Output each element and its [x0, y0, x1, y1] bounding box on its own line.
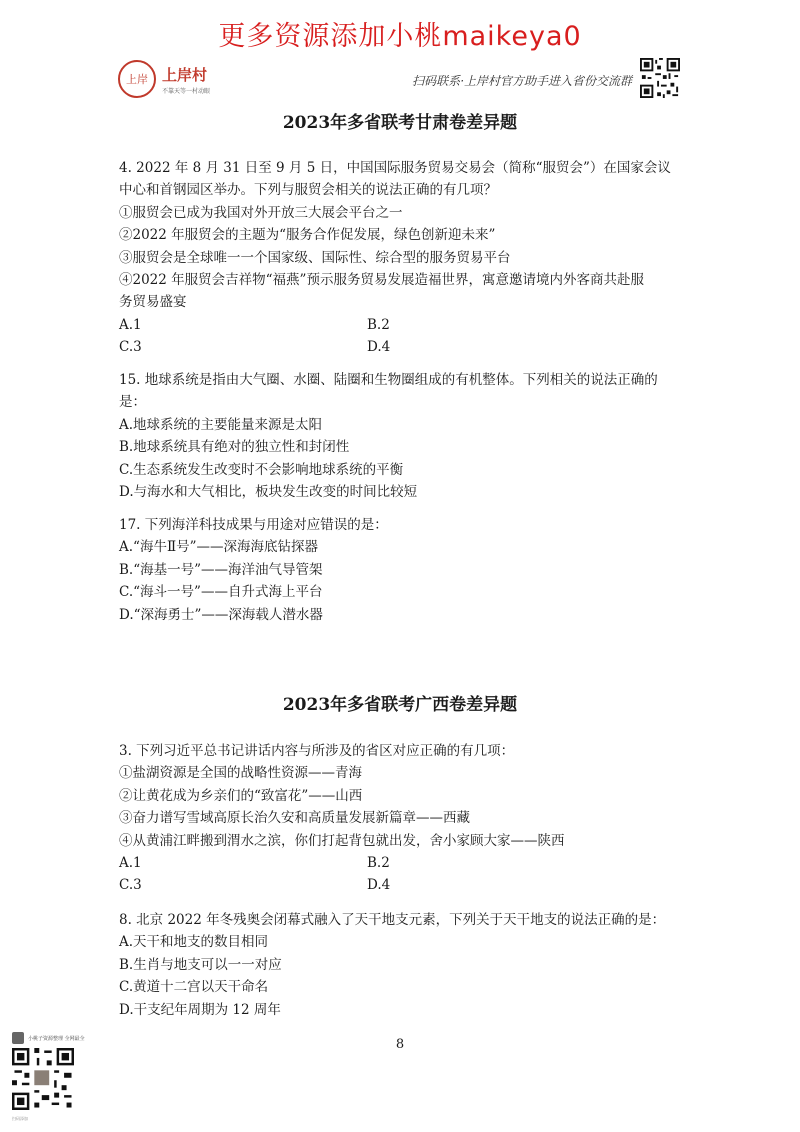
question-line: C.生态系统发生改变时不会影响地球系统的平衡	[119, 461, 404, 478]
question-line: A.地球系统的主要能量来源是太阳	[119, 416, 323, 433]
logo-slogan: 不靠天等一村动眼	[162, 87, 211, 95]
section-title-guangxi: 2023年多省联考广西卷差异题	[282, 695, 518, 715]
option: D.4	[367, 339, 391, 356]
qr-code-icon	[12, 1048, 74, 1110]
question-line: 中心和首钢园区举办。下列与服贸会相关的说法正确的有几项？	[119, 182, 497, 199]
question-block	[119, 909, 694, 1021]
question-line: A.“海牛Ⅱ号”——深海海底钻探器	[119, 539, 319, 556]
qr-code-icon	[640, 58, 680, 98]
question-line: B.生肖与地支可以一一对应	[119, 956, 282, 973]
question-block	[119, 157, 694, 359]
stamp-footer: 扫码添加	[12, 1116, 28, 1121]
option-row	[119, 314, 694, 336]
question-line: 17. 下列海洋科技成果与用途对应错误的是：	[119, 517, 388, 533]
question-block	[119, 740, 694, 897]
option: A.1	[119, 316, 142, 333]
option: B.2	[367, 855, 390, 872]
question-line: B.地球系统具有绝对的独立性和封闭性	[119, 439, 350, 456]
question-block	[119, 369, 694, 503]
stamp-caption: 小桃子资源整理 全网最全	[28, 1035, 85, 1042]
question-line: A.天干和地支的数目相同	[119, 934, 269, 951]
question-line: ③服贸会是全球唯一一个国家级、国际性、综合型的服务贸易平台	[119, 249, 511, 266]
question-line: ③奋力谱写雪域高原长治久安和高质量发展新篇章——西藏	[119, 810, 470, 827]
question-line: 务贸易盛宴	[119, 294, 187, 311]
question-line: 15. 地球系统是指由大气圈、水圈、陆圈和生物圈组成的有机整体。下列相关的说法正确的	[119, 372, 658, 388]
question-line: C.黄道十二宫以天干命名	[119, 979, 269, 996]
question-line: C.“海斗一号”——自升式海上平台	[119, 584, 323, 601]
section-title-gansu: 2023年多省联考甘肃卷差异题	[282, 113, 518, 133]
page-header	[118, 58, 680, 100]
question-line: ②让黄花成为乡亲们的“致富花”——山西	[119, 787, 363, 804]
option: A.1	[119, 855, 142, 872]
question-line: ①盐湖资源是全国的战略性资源——青海	[119, 765, 362, 782]
option: C.3	[119, 339, 142, 356]
option: B.2	[367, 316, 390, 333]
question-line: ①服贸会已成为我国对外开放三大展会平台之一	[119, 204, 403, 221]
question-line: D.“深海勇士”——深海载人潜水器	[119, 606, 323, 623]
brand-logo	[118, 60, 210, 98]
page-number: 8	[395, 1037, 405, 1052]
question-line: B.“海基一号”——海洋油气导管架	[119, 561, 323, 578]
question-line: 4. 2022 年 8 月 31 日至 9 月 5 日，中国国际服务贸易交易会（简称“服贸会”）在国家会议	[119, 160, 671, 176]
question-block	[119, 514, 694, 626]
question-line: ④从黄浦江畔搬到渭水之滨，你们打起背包就出发，舍小家顾大家——陕西	[119, 832, 565, 849]
question-line: ②2022 年服贸会的主题为“服务合作促发展，绿色创新迎未来”	[119, 227, 496, 244]
option: D.4	[367, 877, 391, 894]
question-line: D.与海水和大气相比，板块发生改变的时间比较短	[119, 484, 418, 501]
option-row	[119, 852, 694, 874]
header-note: 扫码联系·上岸村官方助手进入省份交流群	[412, 74, 632, 88]
option: C.3	[119, 877, 142, 894]
logo-mark-icon: 上岸	[118, 60, 156, 98]
logo-name: 上岸村	[162, 65, 208, 84]
question-line: 8. 北京 2022 年冬残奥会闭幕式融入了天干地支元素，下列关于天干地支的说法正确的是：	[119, 912, 666, 928]
avatar	[12, 1032, 24, 1044]
option-row	[119, 336, 694, 358]
question-line: 是：	[119, 394, 146, 411]
question-line: D.干支纪年周期为 12 周年	[119, 1001, 281, 1018]
wechat-qr-stamp	[12, 1032, 108, 1124]
option-row	[119, 874, 694, 896]
question-line: 3. 下列习近平总书记讲话内容与所涉及的省区对应正确的有几项：	[119, 743, 515, 759]
promo-banner: 更多资源添加小桃maikeya0	[218, 21, 582, 52]
question-line: ④2022 年服贸会吉祥物“福燕”预示服务贸易发展造福世界，寓意邀请境内外客商共赴服	[119, 272, 644, 289]
